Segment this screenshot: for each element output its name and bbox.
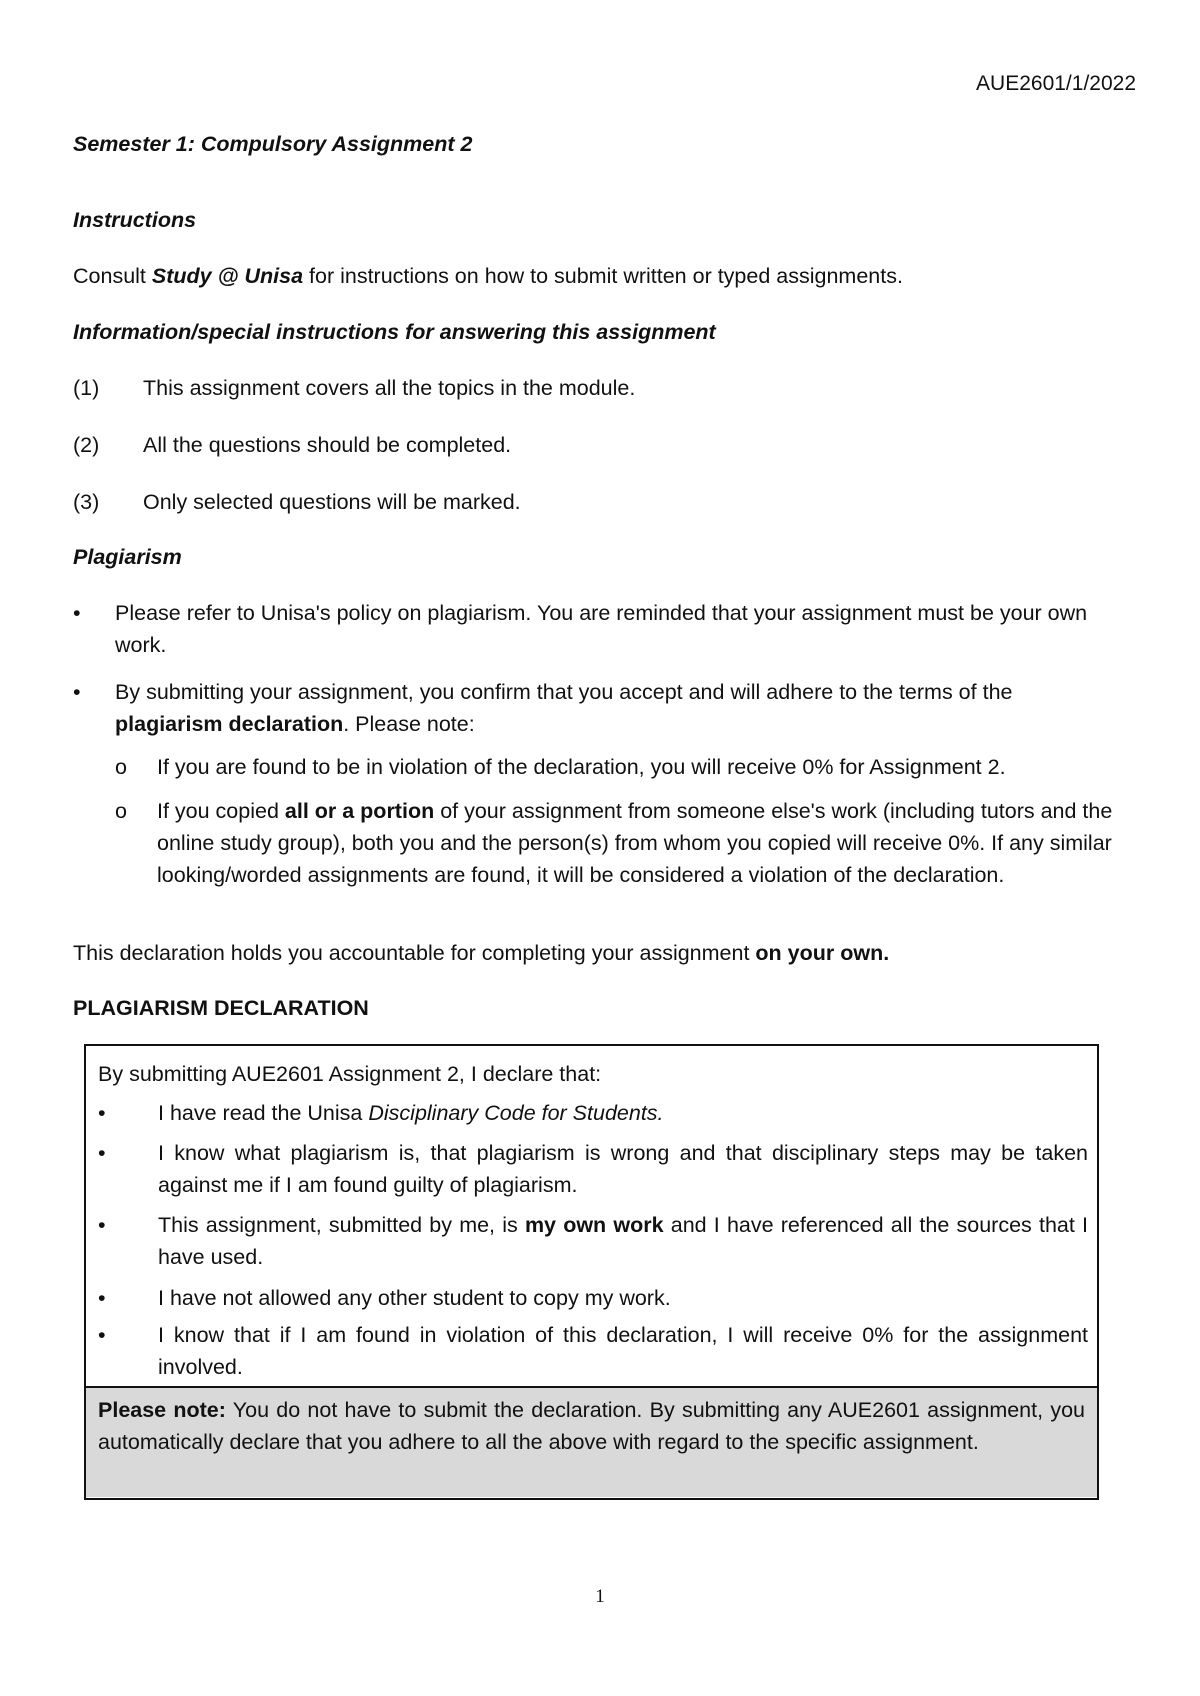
bullet-icon: • (98, 1101, 106, 1125)
bullet-icon: • (98, 1323, 106, 1347)
assignment-title: Semester 1: Compulsory Assignment 2 (73, 132, 473, 156)
instructions-line: Consult Study @ Unisa for instructions on how to submit written or typed assignments. (73, 264, 903, 288)
declaration-box: By submitting AUE2601 Assignment 2, I declare that: • I have read the Unisa Disciplinary Code for Students. • I know what plagiarism is, that plagiarism is wrong and that disciplinary steps may be taken against me if I am found guilty of plagiarism. • This assignment, submitted by me, is my own work and I have referenced all the sources that I have used. • I have not allowed any other student to copy my work. • I know that if I am found in violation of this declaration, I will receive 0% for the assignment involved. Please note: You do not have to submit the declaration. By submitting any AUE2601 assignment, you automatically declare that you adhere to all the above with regard to the specific assignment. (84, 1044, 1099, 1500)
bullet-icon: • (98, 1141, 106, 1165)
bullet-icon: • (73, 601, 81, 625)
instructions-heading: Instructions (73, 208, 197, 232)
declaration-note: Please note: You do not have to submit the declaration. By submitting any AUE2601 assignment, you automatically declare that you adhere to all the above with regard to the specific assignment. (86, 1386, 1097, 1497)
special-instructions-heading: Information/special instructions for answering this assignment (73, 320, 716, 344)
study-unisa-text: Study @ Unisa (151, 264, 304, 288)
circle-bullet-icon: o (115, 755, 127, 779)
page-number: 1 (595, 1586, 605, 1607)
bullet-icon: • (98, 1213, 106, 1237)
bullet-icon: • (98, 1286, 106, 1310)
plagiarism-heading: Plagiarism (73, 545, 182, 569)
declaration-intro: By submitting AUE2601 Assignment 2, I declare that: (98, 1062, 602, 1086)
plagiarism-closing: This declaration holds you accountable for completing your assignment on your own. (73, 941, 890, 965)
document-code: AUE2601/1/2022 (976, 72, 1136, 95)
note-label: Please note: (98, 1398, 226, 1422)
document-page: AUE2601/1/2022 Semester 1: Compulsory Assignment 2 Instructions Consult Study @ Unisa for instructions on how to submit written or typed assignments. Information/special instructions for answering this assignment (1) This assignment covers all the topics in the module. (2) All the questions should be completed. (3) Only selected questions will be marked. Plagiarism • Please refer to Unisa's policy on plagiarism. You are reminded that your assignment must be your own work. • By submitting your assignment, you confirm that you accept and will adhere to the terms of the plagiarism declaration. Please note: o If you are found to be in violation of the declaration, you will receive 0% for Assignment 2. o If you copied all or a portion of your assignment from someone else's work (including tutors and the online study group), both you and the person(s) from whom you copied will receive 0%. If any similar looking/worded assignments are found, it will be considered a violation of the declaration. This declaration holds you accountable for completing your assignment on your own. PLAGIARISM DECLARATION By submitting AUE2601 Assignment 2, I declare that: • I have read the Unisa Disciplinary Code for Students. • I know what plagiarism is, that plagiarism is wrong and that disciplinary steps may be taken against me if I am found guilty of plagiarism. • This assignment, submitted by me, is my own work and I have referenced all the sources that I have used. • I have not allowed any other student to copy my work. • I know that if I am found in violation of this declaration, I will receive 0% for the assignment involved. Please note: You do not have to submit the declaration. By submitting any AUE2601 assignment, you automatically declare that you adhere to all the above with regard to the specific assignment. 1 (0, 0, 1200, 1696)
bullet-icon: • (73, 680, 81, 704)
declaration-heading: PLAGIARISM DECLARATION (73, 996, 369, 1020)
circle-bullet-icon: o (115, 799, 127, 823)
